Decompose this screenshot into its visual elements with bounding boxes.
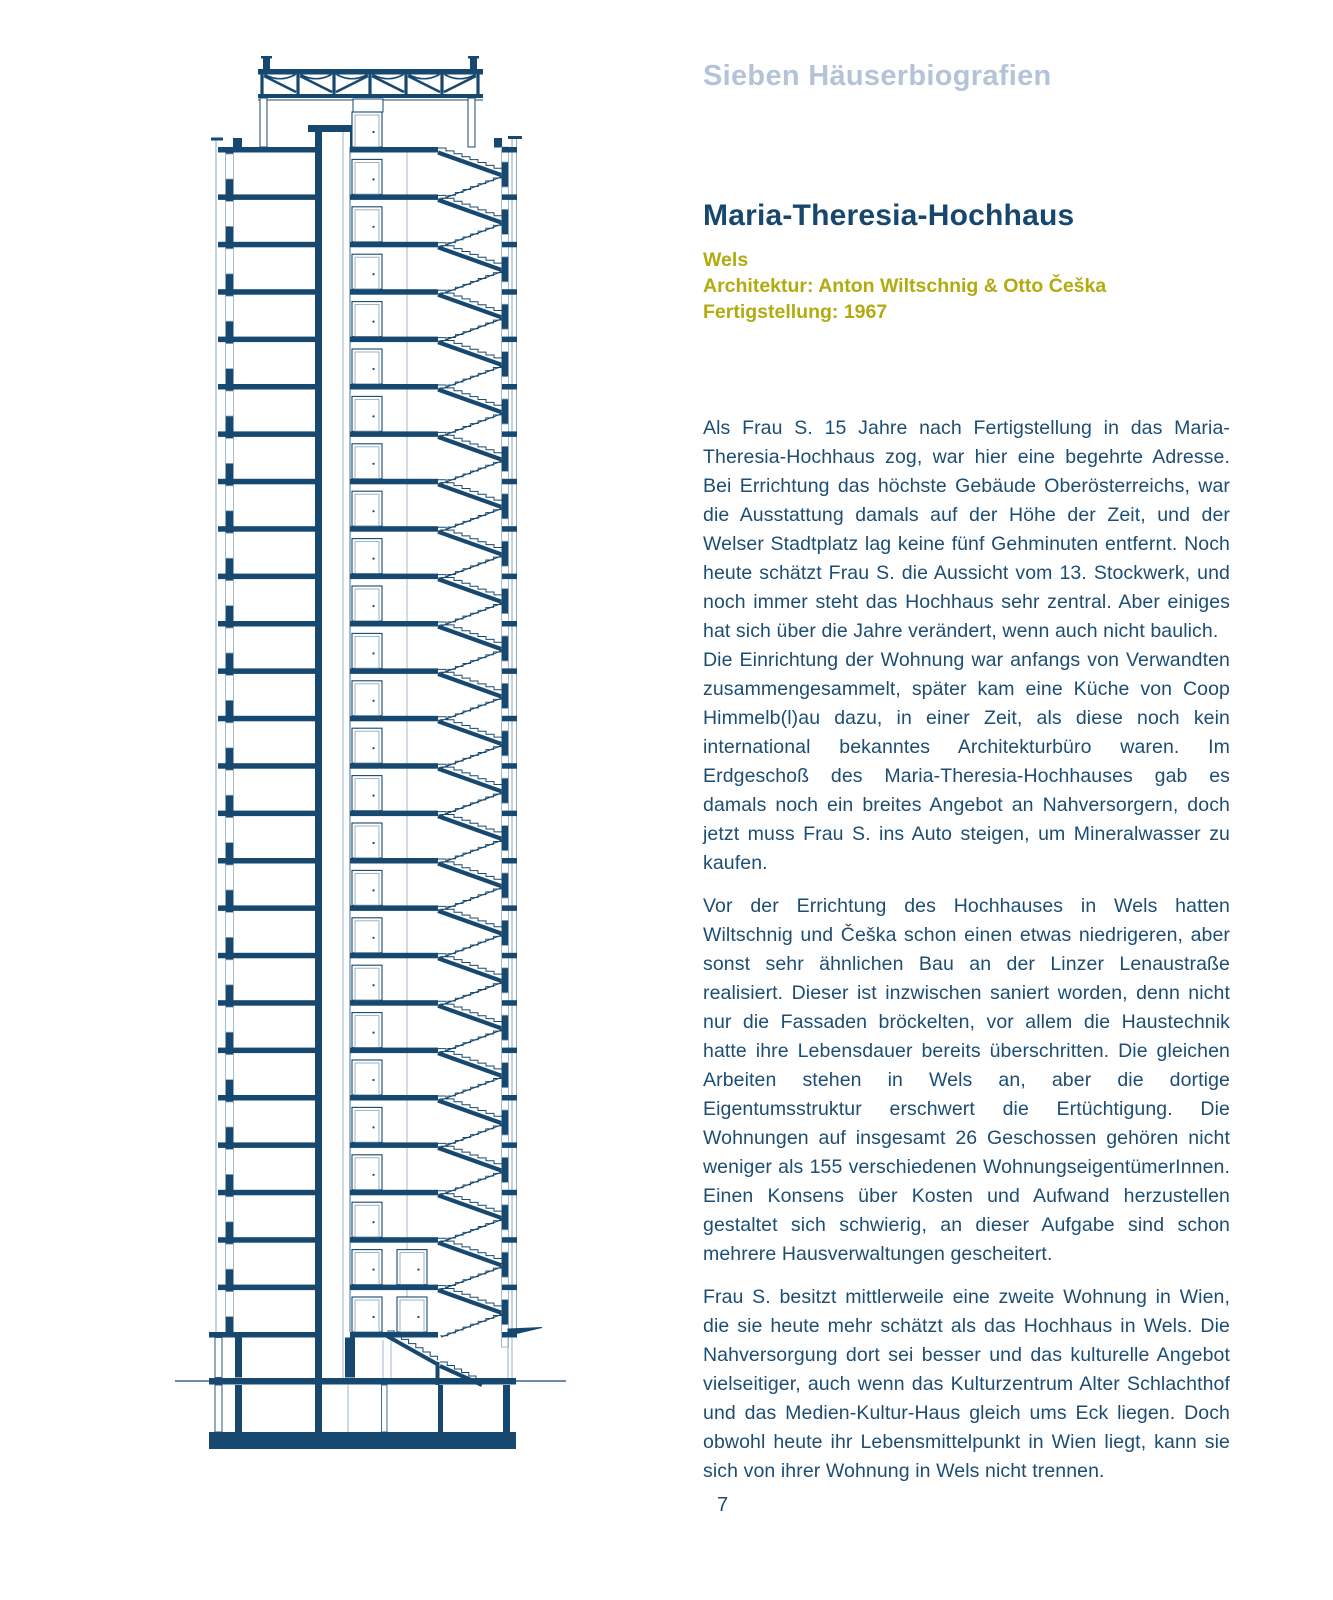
meta-architecture: Architektur: Anton Wiltschnig & Otto Češka [703, 275, 1107, 297]
building-section-figure [150, 40, 640, 1455]
section-kicker: Sieben Häuserbiografien [703, 60, 1052, 92]
meta-location: Wels [703, 249, 749, 271]
project-meta [703, 247, 1230, 325]
paragraph-4: Frau S. besitzt mittlerweile eine zweite Wohnung in Wien, die sie heute mehr schätzt als das Hochhaus in Wels. Die Nahversorgung dort sei besser und das kulturelle Angebot vielseitiger, auch wenn das Kulturzentrum Alter Schlachthof und das Medien-Kultur-Haus gleich ums Eck liegen. Doch obwohl heute ihr Lebensmittelpunkt in Wien liegt, kann sie sich von ihrer Wohnung in Wels nicht trennen. [703, 1286, 1230, 1482]
page-number: 7 [717, 1494, 729, 1516]
meta-completion: Fertigstellung: 1967 [703, 301, 888, 323]
paragraph-2: Die Einrichtung der Wohnung war anfangs von Verwandten zusammengesammelt, später kam eine Küche von Coop Himmelb(l)au dazu, in einer Zeit, als diese noch kein international bekanntes Architekturbüro waren. Im Erdgeschoß des Maria-Theresia-Hochhauses gab es damals noch ein breites Angebot an Nahversorgern, doch jetzt muss Frau S. ins Auto steigen, um Mineralwasser zu kaufen. [703, 649, 1230, 874]
paragraph-1: Als Frau S. 15 Jahre nach Fertigstellung in das Maria-Theresia-Hochhaus zog, war hier eine begehrte Adresse. Bei Errichtung das höchste Gebäude Oberösterreichs, war die Ausstattung damals auf der Höhe der Zeit, und der Welser Stadtplatz lag keine fünf Gehminuten entfernt. Noch heute schätzt Frau S. die Aussicht vom 13. Stockwerk, und noch immer steht das Hochhaus sehr zentral. Aber einiges hat sich über die Jahre verändert, wenn auch nicht baulich. [703, 417, 1230, 642]
building-section-drawing [150, 40, 640, 1455]
body-text [703, 414, 1230, 1486]
page-title: Maria-Theresia-Hochhaus [703, 199, 1075, 232]
paragraph-3: Vor der Errichtung des Hochhauses in Wels hatten Wiltschnig und Češka schon einen etwas niedrigeren, aber sonst sehr ähnlichen Bau an der Linzer Lenaustraße realisiert. Dieser ist inzwischen saniert worden, denn nicht nur die Fassaden bröckelten, vor allem die Haustechnik hatte ihre Lebensdauer bereits überschritten. Die gleichen Arbeiten stehen in Wels an, aber die dortige Eigentumsstruktur erschwert die Ertüchtigung. Die Wohnungen auf insgesamt 26 Geschossen gehören nicht weniger als 155 verschiedenen WohnungseigentümerInnen. Einen Konsens über Kosten und Aufwand herzustellen gestaltet sich schwierig, an dieser Aufgabe sind schon mehrere Hausverwaltungen gescheitert. [703, 895, 1230, 1265]
